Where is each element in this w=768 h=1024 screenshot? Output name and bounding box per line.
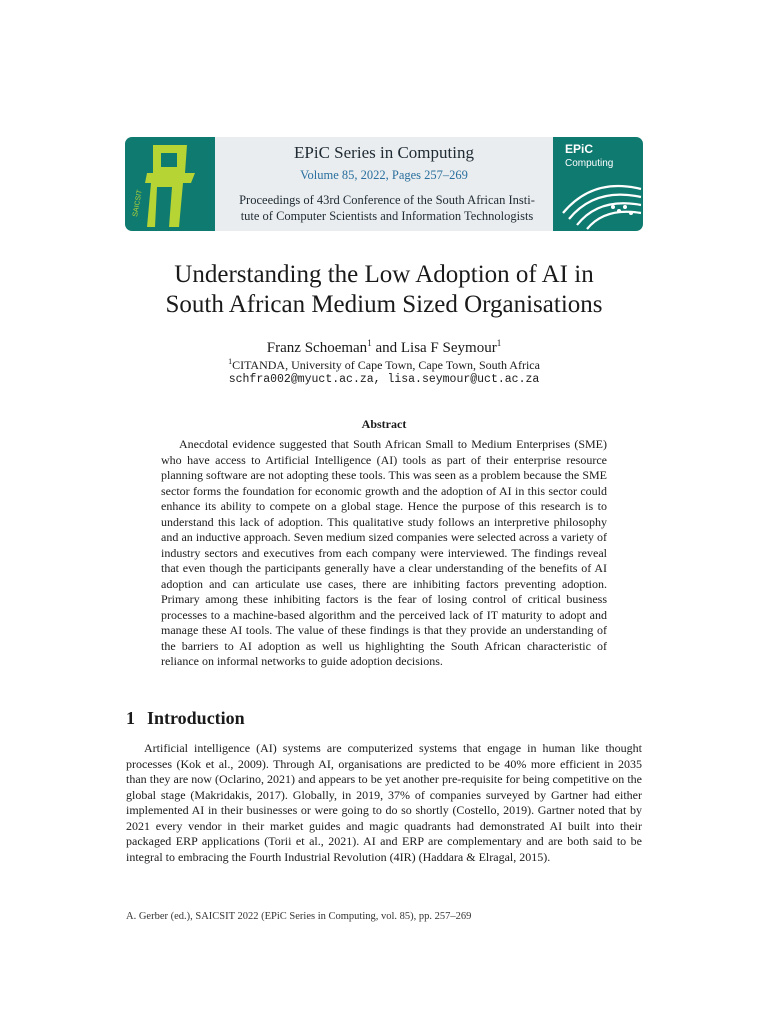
paper-title-line-2: South African Medium Sized Organisations [165,291,603,318]
section-title: Introduction [147,708,245,728]
chair-logo-icon [125,137,215,231]
proceedings-line-2: tute of Computer Scientists and Information Technologists [240,209,534,223]
paper-title-line-1: Understanding the Low Adoption of AI in [174,261,594,288]
epic-badge[interactable] [553,137,643,231]
series-info-panel [215,137,553,231]
series-title[interactable]: EPiC Series in Computing [294,143,474,162]
volume-info[interactable]: Volume 85, 2022, Pages 257–269 [300,168,468,182]
epic-series-banner [125,137,643,231]
affiliation [100,357,668,373]
proceedings-cover-panel [125,137,215,231]
author-list [100,338,668,357]
affiliation-mark: 1 [496,338,502,348]
proceedings-line-1: Proceedings of 43rd Conference of the South African Insti- [239,193,535,207]
introduction-paragraph: Artificial intelligence (AI) systems are computerized systems that engage in human like thought processes (Kok et al., 2009). Through AI, organisations are predicted to be 40% more efficient in 2035 than they are now (Oclarino, 2021) and appears to be yet another pre-requisite for being competitive on the global stage (Makridakis, 2017). Globally, in 2019, 37% of companies surveyed by Gartner had either implemented AI in their businesses or were going to do so shortly (Costello, 2019). Gartner noted that by 2021 every vendor in their market guides and magic quadrants had demonstrated AI built into their packaged ERP applications (Torii et al., 2021). AI and ERP are complementary and are both said to be integral to embracing the Fourth Industrial Revolution (4IR) (Haddara & Elragal, 2015). [126,741,642,864]
proceedings-title [229,192,545,224]
cover-vertical-text: SAICSIT [132,189,144,218]
affiliation-mark: 1 [228,357,233,366]
author-emails[interactable]: schfra002@myuct.ac.za, lisa.seymour@uct.ac.za [228,373,540,386]
author-name: Lisa F Seymour [400,340,497,356]
paper-title [100,260,668,320]
affiliation-text: CITANDA, University of Cape Town, Cape Town, South Africa [232,358,540,372]
section-heading-introduction [126,708,245,729]
page-footer-citation: A. Gerber (ed.), SAICSIT 2022 (EPiC Series in Computing, vol. 85), pp. 257–269 [126,911,472,922]
epic-badge-title: EPiC [565,142,594,156]
abstract-heading: Abstract [361,417,407,431]
author-connector: and [375,340,398,356]
author-name: Franz Schoeman [266,340,368,356]
epic-badge-subtitle: Computing [565,158,614,169]
section-number: 1 [126,708,135,728]
abstract-body: Anecdotal evidence suggested that South African Small to Medium Enterprises (SME) who have access to Artificial Intelligence (AI) tools as part of their enterprise resource planning software are not adopting these tools. This was seen as a problem because the SME sector forms the foundation for economic growth and the adoption of AI in this sector could enhance its ability to compete on a global stage. Hence the purpose of this research is to understand this lack of adoption. This qualitative study follows an interpretive philosophy and an inductive approach. Seven medium sized companies were selected across a variety of industry sectors and executives from each company were interviewed. The findings reveal that even though the participants generally have a clear understanding of the benefits of AI adoption and can articulate use cases, there are inhibiting factors preventing adoption. Primary among these inhibiting factors is the fear of losing control of critical business processes to a machine-based algorithm and the perceived lack of IT maturity to adopt and manage these AI tools. The value of these findings is that they provide an understanding of the barriers to AI adoption as well us highlighting the South African characteristic of reliance on informal networks to guide adoption decisions. [161,437,607,668]
affiliation-mark: 1 [367,338,372,348]
